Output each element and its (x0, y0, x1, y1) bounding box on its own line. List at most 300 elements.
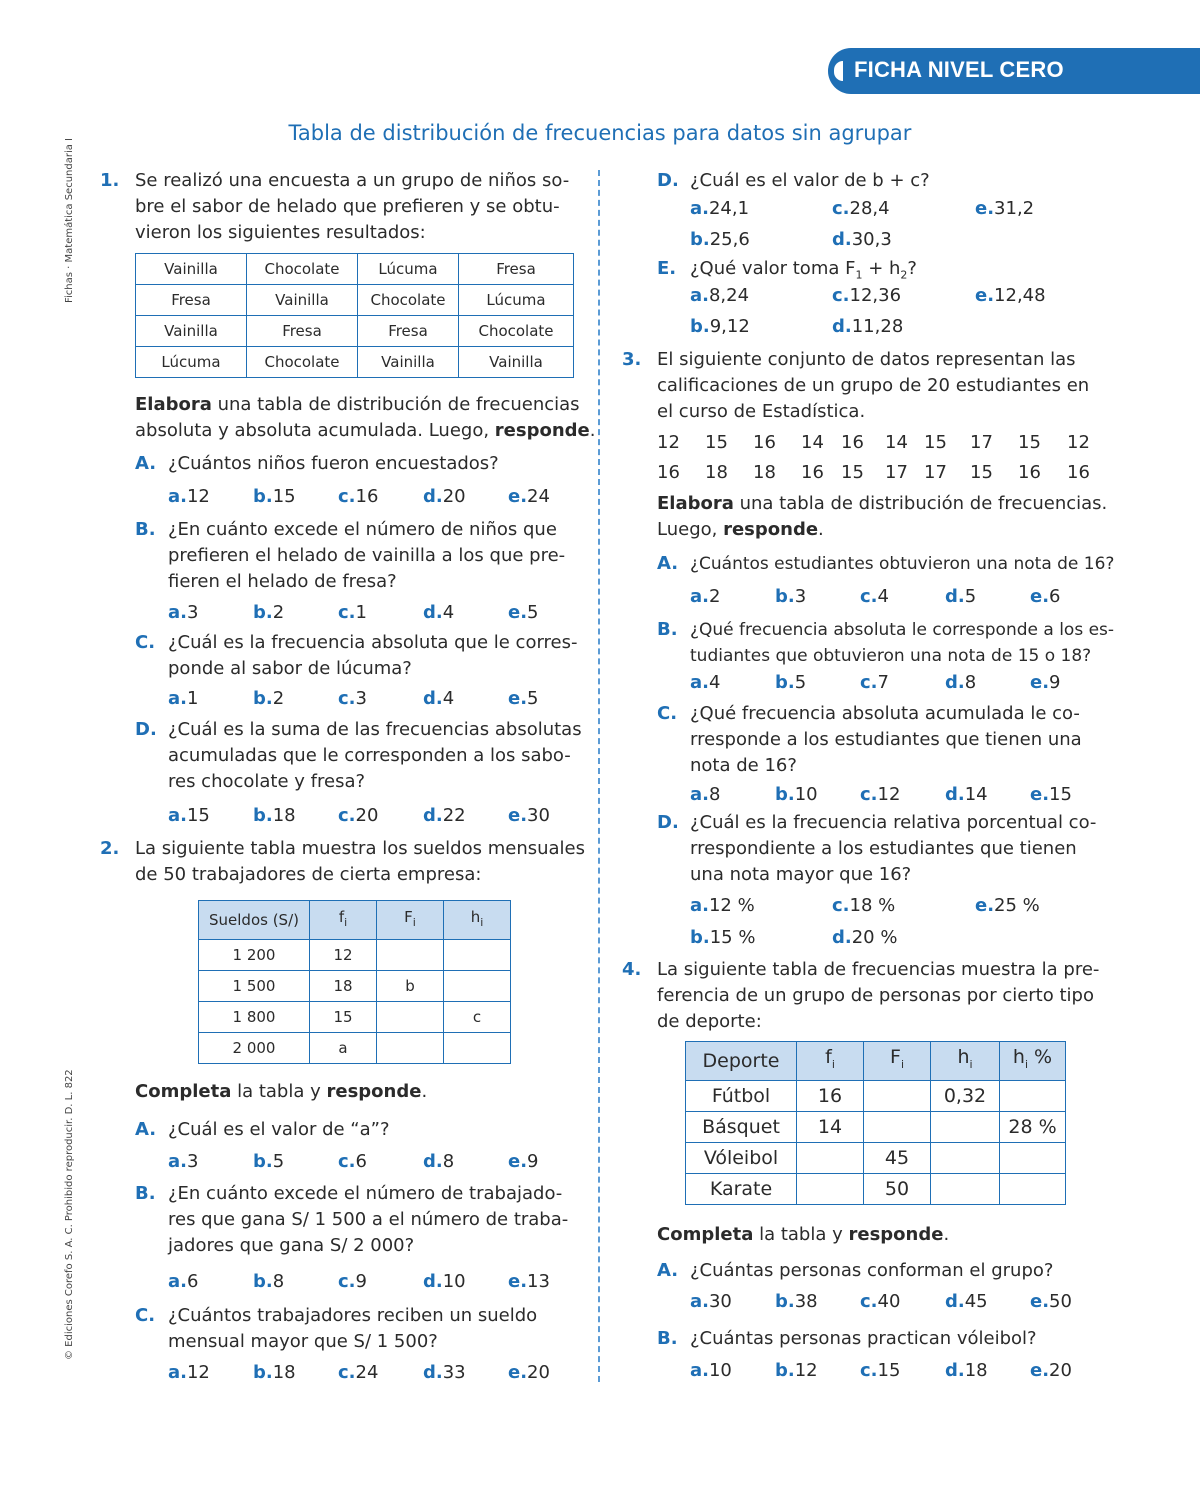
problem-text: de 50 trabajadores de cierta empresa: (135, 864, 482, 885)
data-value: 17 (885, 462, 908, 483)
side-text (64, 108, 80, 1358)
problem-number: 4. (622, 959, 642, 980)
option-letter: b. (253, 805, 273, 826)
table-row (199, 1033, 511, 1064)
option-value[interactable]: 8 (442, 1151, 455, 1172)
keyword: responde (848, 1224, 944, 1245)
option-value[interactable]: 15 (877, 1360, 901, 1381)
option-letter: e. (1030, 784, 1050, 805)
option-value[interactable]: 3 (186, 1151, 199, 1172)
table-cell: Vainilla (247, 285, 358, 316)
option-value[interactable]: 4 (708, 672, 721, 693)
option-value[interactable]: 20 (442, 486, 466, 507)
option-value[interactable]: 6 (186, 1271, 199, 1292)
keyword: responde (326, 1081, 422, 1102)
option-value[interactable]: 45 (964, 1291, 988, 1312)
option-value[interactable]: 50 (1049, 1291, 1072, 1312)
option-letter: d. (945, 586, 965, 607)
problem-text: ferencia de un grupo de personas por cierto tipo (657, 985, 1094, 1006)
option-value[interactable]: 5 (964, 586, 977, 607)
option-value[interactable]: 1 (355, 602, 367, 623)
keyword: Completa (135, 1081, 232, 1102)
option-value[interactable]: 9,12 (709, 316, 750, 337)
option-value[interactable]: 40 (877, 1291, 901, 1312)
subscript: i (344, 915, 348, 929)
problem-number: 3. (622, 349, 642, 370)
option-letter: d. (423, 486, 443, 507)
table-cell: 45 (864, 1143, 931, 1174)
table-header-row (199, 901, 511, 940)
table-cell: a (310, 1033, 377, 1064)
option-letter: b. (253, 688, 273, 709)
option-value[interactable]: 10 (442, 1271, 466, 1292)
option-value[interactable]: 12 (186, 486, 210, 507)
table-cell (797, 1174, 864, 1205)
question-text: res chocolate y fresa? (168, 771, 366, 792)
question-text: ¿En cuánto excede el número de trabajado- (168, 1183, 563, 1204)
option-value[interactable]: 22 (442, 805, 466, 826)
option-value[interactable]: 18 (272, 805, 296, 826)
table-header-row (686, 1042, 1066, 1081)
option-letter: c. (860, 586, 878, 607)
option-letter: b. (775, 1360, 795, 1381)
table-cell (1000, 1143, 1066, 1174)
option-value[interactable]: 11,28 (851, 316, 904, 337)
instruction (657, 1222, 949, 1249)
option-value[interactable]: 16 (355, 486, 379, 507)
keyword: responde (723, 519, 819, 540)
option-value[interactable]: 20 (1049, 1360, 1072, 1381)
table-cell: Básquet (686, 1112, 797, 1143)
question-label: D. (657, 170, 679, 191)
table-row (136, 347, 574, 378)
question-text: acumuladas que le corresponden a los sabo- (168, 745, 571, 766)
table-cell: 0,32 (931, 1081, 1000, 1112)
table-cell (931, 1174, 1000, 1205)
option-letter: c. (832, 285, 850, 306)
problem-text: El siguiente conjunto de datos representan las (657, 349, 1076, 370)
table-cell: Vainilla (358, 347, 459, 378)
table-header (864, 1042, 931, 1081)
option-letter: d. (945, 1360, 965, 1381)
question-text: ¿Cuántos trabajadores reciben un sueldo (168, 1305, 538, 1326)
subscript: i (969, 1057, 973, 1071)
option-value[interactable]: 10 (794, 784, 818, 805)
option-value[interactable]: 5 (527, 602, 539, 623)
header-text: F (404, 907, 413, 926)
option-letter: c. (338, 1362, 356, 1383)
option-letter: e. (508, 1271, 528, 1292)
option-letter: b. (253, 1271, 273, 1292)
table-cell (377, 1002, 444, 1033)
data-value: 16 (1067, 462, 1090, 483)
table-cell: Lúcuma (459, 285, 574, 316)
question-text: ¿Cuántas personas practican vóleibol? (690, 1328, 1037, 1349)
data-value: 15 (841, 462, 864, 483)
table-cell (797, 1143, 864, 1174)
table-cell: Karate (686, 1174, 797, 1205)
option-value[interactable]: 1 (186, 688, 199, 709)
table-header (444, 901, 511, 940)
subscript: 1 (855, 268, 863, 282)
data-value: 15 (970, 462, 993, 483)
option-letter: a. (690, 784, 709, 805)
option-letter: b. (690, 229, 710, 250)
table-cell: 1 500 (199, 971, 310, 1002)
data-value: 15 (705, 432, 728, 453)
option-value[interactable]: 30 (527, 805, 550, 826)
data-value: 16 (657, 462, 680, 483)
table-cell: 15 (310, 1002, 377, 1033)
header-text: h (1012, 1045, 1025, 1068)
page-title: Tabla de distribución de frecuencias para datos sin agrupar (288, 121, 912, 145)
problem-text: La siguiente tabla de frecuencias muestra la pre- (657, 959, 1100, 980)
question-text: una nota mayor que 16? (690, 864, 912, 885)
option-letter: c. (338, 805, 356, 826)
option-value[interactable]: 9 (1049, 672, 1061, 693)
table-cell: Fresa (459, 254, 574, 285)
option-value[interactable]: 3 (355, 688, 367, 709)
option-letter: c. (338, 688, 356, 709)
data-value: 15 (1018, 432, 1041, 453)
subscript: i (831, 1057, 835, 1071)
instruction (657, 491, 1107, 518)
option-value[interactable]: 12 (877, 784, 901, 805)
table-cell: 12 (310, 940, 377, 971)
table-cell (931, 1112, 1000, 1143)
option-value[interactable]: 5 (527, 688, 539, 709)
option-letter: d. (423, 1151, 443, 1172)
option-letter: e. (1030, 1360, 1050, 1381)
option-value[interactable]: 30 (708, 1291, 732, 1312)
table-cell: Chocolate (247, 347, 358, 378)
option-value[interactable]: 12,48 (994, 285, 1046, 306)
side-text-bottom: © Ediciones Corefo S. A. C. Prohibido reproducir. D. L. 822 (64, 1069, 75, 1360)
data-value: 12 (657, 432, 680, 453)
table-row (686, 1143, 1066, 1174)
instruction-text: . (818, 519, 824, 540)
option-letter: e. (508, 602, 528, 623)
question-label: D. (135, 719, 157, 740)
problem-number: 2. (100, 838, 120, 859)
option-value[interactable]: 31,2 (994, 198, 1035, 219)
table-cell: Fresa (136, 285, 247, 316)
table-cell: 16 (797, 1081, 864, 1112)
header-text: h (957, 1045, 970, 1068)
option-value[interactable]: 12 % (708, 895, 755, 916)
option-letter: d. (832, 927, 852, 948)
table-cell: 1 800 (199, 1002, 310, 1033)
option-letter: e. (508, 1151, 528, 1172)
option-letter: b. (690, 927, 710, 948)
flavor-table (135, 253, 574, 378)
option-letter: a. (690, 586, 709, 607)
option-value[interactable]: 6 (355, 1151, 367, 1172)
option-value[interactable]: 28,4 (849, 198, 890, 219)
table-header (377, 901, 444, 940)
option-letter: e. (508, 486, 528, 507)
option-value[interactable]: 4 (442, 688, 455, 709)
option-letter: d. (832, 229, 852, 250)
badge-text: FICHA NIVEL CERO (854, 57, 1064, 82)
option-letter: b. (775, 784, 795, 805)
question-text: ¿Cuál es la suma de las frecuencias absolutas (168, 719, 582, 740)
question-label: B. (657, 1328, 678, 1349)
question-text: rresponde a los estudiantes que tienen una (690, 729, 1082, 750)
option-letter: a. (690, 285, 709, 306)
option-letter: a. (168, 1151, 187, 1172)
option-value[interactable]: 15 (186, 805, 210, 826)
option-letter: e. (975, 895, 995, 916)
instruction-text: . (421, 1081, 428, 1102)
option-value[interactable]: 24 (527, 486, 550, 507)
option-value[interactable]: 30,3 (851, 229, 892, 250)
table-cell: b (377, 971, 444, 1002)
question-text: fieren el helado de fresa? (168, 571, 397, 592)
data-value: 18 (705, 462, 728, 483)
keyword: Elabora (657, 493, 734, 514)
table-row (136, 254, 574, 285)
option-letter: c. (860, 1360, 878, 1381)
option-value[interactable]: 4 (877, 586, 889, 607)
question-text: ¿Cuántos niños fueron encuestados? (168, 453, 499, 474)
option-value[interactable]: 12,36 (849, 285, 902, 306)
column-divider (598, 170, 600, 1382)
table-cell (864, 1112, 931, 1143)
option-letter: b. (253, 486, 273, 507)
table-header: Deporte (686, 1042, 797, 1081)
instruction (135, 392, 580, 419)
table-cell (377, 940, 444, 971)
option-value[interactable]: 3 (186, 602, 199, 623)
question-text: ¿Cuál es la frecuencia absoluta que le corres- (168, 632, 578, 653)
keyword: responde (494, 420, 590, 441)
question-fragment: + h (862, 258, 901, 279)
question-text: ¿Qué frecuencia absoluta le corresponde a los es- (690, 620, 1115, 640)
table-row (199, 1002, 511, 1033)
table-header (797, 1042, 864, 1081)
table-cell: Chocolate (459, 316, 574, 347)
table-cell: Vainilla (459, 347, 574, 378)
header-text: h (470, 907, 481, 926)
badge-dot (834, 61, 843, 81)
option-value[interactable]: 15 (1049, 784, 1072, 805)
option-letter: a. (690, 672, 709, 693)
option-letter: b. (775, 1291, 795, 1312)
option-value[interactable]: 14 (964, 784, 988, 805)
option-value[interactable]: 8 (272, 1271, 285, 1292)
option-letter: a. (168, 486, 187, 507)
instruction (657, 517, 824, 544)
question-text: ¿Cuántas personas conforman el grupo? (690, 1260, 1054, 1281)
instruction-text: una tabla de distribución de frecuencias (211, 394, 580, 415)
option-letter: d. (945, 672, 965, 693)
option-value[interactable]: 3 (794, 586, 807, 607)
problem-text: Se realizó una encuesta a un grupo de niños so- (135, 170, 570, 191)
table-cell: Vainilla (136, 316, 247, 347)
option-letter: c. (338, 602, 356, 623)
question-text: ¿Cuál es la frecuencia relativa porcentual co- (690, 812, 1097, 833)
table-row (136, 316, 574, 347)
option-value[interactable]: 5 (794, 672, 807, 693)
option-value[interactable]: 12 (186, 1362, 210, 1383)
data-value: 16 (841, 432, 864, 453)
subscript: i (900, 1057, 904, 1071)
table-cell: Chocolate (358, 285, 459, 316)
option-value[interactable]: 24,1 (708, 198, 750, 219)
instruction-text: una tabla de distribución de frecuencias. (733, 493, 1108, 514)
option-value[interactable]: 25,6 (709, 229, 750, 250)
option-letter: b. (690, 316, 710, 337)
question-label: A. (135, 453, 157, 474)
option-value[interactable]: 25 % (994, 895, 1040, 916)
option-value[interactable]: 2 (272, 602, 285, 623)
option-value[interactable]: 8,24 (708, 285, 750, 306)
option-value[interactable]: 20 (355, 805, 379, 826)
question-text: ponde al sabor de lúcuma? (168, 658, 412, 679)
data-value: 15 (924, 432, 947, 453)
option-letter: d. (423, 805, 443, 826)
data-value: 12 (1067, 432, 1090, 453)
table-row (199, 971, 511, 1002)
problem-text: de deporte: (657, 1011, 762, 1032)
level-badge (828, 48, 1200, 94)
instruction-text: Luego, (657, 519, 724, 540)
table-cell: 28 % (1000, 1112, 1066, 1143)
table-cell (864, 1081, 931, 1112)
data-value: 17 (970, 432, 993, 453)
option-letter: e. (508, 1362, 528, 1383)
option-value[interactable]: 12 (794, 1360, 818, 1381)
option-value[interactable]: 4 (442, 602, 455, 623)
question-text: ¿Cuál es el valor de b + c? (690, 170, 930, 191)
option-value[interactable]: 15 (272, 486, 296, 507)
option-letter: d. (423, 602, 443, 623)
table-cell: Fútbol (686, 1081, 797, 1112)
option-value[interactable]: 13 (527, 1271, 550, 1292)
problem-number: 1. (100, 170, 120, 191)
table-cell: 14 (797, 1112, 864, 1143)
option-value[interactable]: 7 (877, 672, 889, 693)
option-value[interactable]: 10 (708, 1360, 732, 1381)
option-value[interactable]: 9 (527, 1151, 539, 1172)
option-letter: c. (338, 486, 356, 507)
option-value[interactable]: 5 (272, 1151, 285, 1172)
option-letter: a. (168, 1271, 187, 1292)
header-text: f (825, 1045, 832, 1068)
table-header (931, 1042, 1000, 1081)
table-cell: c (444, 1002, 511, 1033)
table-cell (1000, 1174, 1066, 1205)
question-text: tudiantes que obtuvieron una nota de 15 o 18? (690, 646, 1092, 666)
option-value[interactable]: 8 (964, 672, 977, 693)
question-label: B. (135, 519, 156, 540)
option-letter: a. (690, 1291, 709, 1312)
table-cell: 2 000 (199, 1033, 310, 1064)
data-value: 16 (753, 432, 776, 453)
question-label: A. (657, 1260, 679, 1281)
question-text: res que gana S/ 1 500 a el número de traba- (168, 1209, 569, 1230)
option-value[interactable]: 8 (708, 784, 721, 805)
option-letter: e. (1030, 1291, 1050, 1312)
question-text: prefieren el helado de vainilla a los que pre- (168, 545, 566, 566)
option-letter: b. (775, 586, 795, 607)
table-cell: Chocolate (247, 254, 358, 285)
data-value: 16 (1018, 462, 1041, 483)
table-cell: 18 (310, 971, 377, 1002)
option-value[interactable]: 18 (272, 1362, 296, 1383)
option-letter: e. (508, 688, 528, 709)
instruction-text: la tabla y (753, 1224, 849, 1245)
option-value[interactable]: 24 (355, 1362, 379, 1383)
question-label: B. (657, 619, 678, 640)
option-value[interactable]: 18 % (849, 895, 896, 916)
option-value[interactable]: 38 (794, 1291, 818, 1312)
problem-text: vieron los siguientes resultados: (135, 222, 426, 243)
side-text-top: Fichas · Matemática Secundaria I (64, 137, 75, 303)
header-text: % (1028, 1045, 1053, 1068)
option-letter: e. (975, 285, 995, 306)
option-letter: c. (832, 198, 850, 219)
option-letter: c. (832, 895, 850, 916)
option-letter: a. (168, 805, 187, 826)
option-letter: b. (253, 1151, 273, 1172)
option-letter: d. (423, 1362, 443, 1383)
option-letter: a. (690, 895, 709, 916)
option-letter: e. (1030, 672, 1050, 693)
question-label: A. (657, 553, 679, 574)
option-value[interactable]: 33 (442, 1362, 466, 1383)
table-row (199, 940, 511, 971)
option-value[interactable]: 20 (527, 1362, 550, 1383)
keyword: Completa (657, 1224, 754, 1245)
question-label: B. (135, 1183, 156, 1204)
option-letter: d. (423, 1271, 443, 1292)
option-value[interactable]: 2 (272, 688, 285, 709)
option-letter: c. (860, 1291, 878, 1312)
instruction-text: absoluta y absoluta acumulada. Luego, (135, 420, 495, 441)
option-letter: b. (775, 672, 795, 693)
instruction-text: . (589, 420, 596, 441)
instruction (135, 1079, 427, 1106)
table-cell: 1 200 (199, 940, 310, 971)
table-row (686, 1112, 1066, 1143)
question-text: rrespondiente a los estudiantes que tienen (690, 838, 1077, 859)
data-value: 14 (801, 432, 824, 453)
question-text: mensual mayor que S/ 1 500? (168, 1331, 438, 1352)
option-value[interactable]: 2 (708, 586, 721, 607)
option-letter: c. (860, 672, 878, 693)
option-letter: b. (253, 602, 273, 623)
problem-text: el curso de Estadística. (657, 401, 866, 422)
table-row (686, 1081, 1066, 1112)
table-row (136, 285, 574, 316)
option-value[interactable]: 6 (1049, 586, 1061, 607)
table-cell (377, 1033, 444, 1064)
option-letter: c. (338, 1151, 356, 1172)
question-label: A. (135, 1119, 157, 1140)
option-value[interactable]: 15 % (709, 927, 756, 948)
table-cell (444, 1033, 511, 1064)
option-value[interactable]: 18 (964, 1360, 988, 1381)
question-text: ¿Qué frecuencia absoluta acumulada le co- (690, 703, 1080, 724)
question-text: ¿En cuánto excede el número de niños que (168, 519, 557, 540)
option-value[interactable]: 20 % (851, 927, 898, 948)
header-text: F (890, 1045, 901, 1068)
header-text: f (338, 907, 345, 926)
table-cell: Fresa (247, 316, 358, 347)
option-value[interactable]: 9 (355, 1271, 367, 1292)
